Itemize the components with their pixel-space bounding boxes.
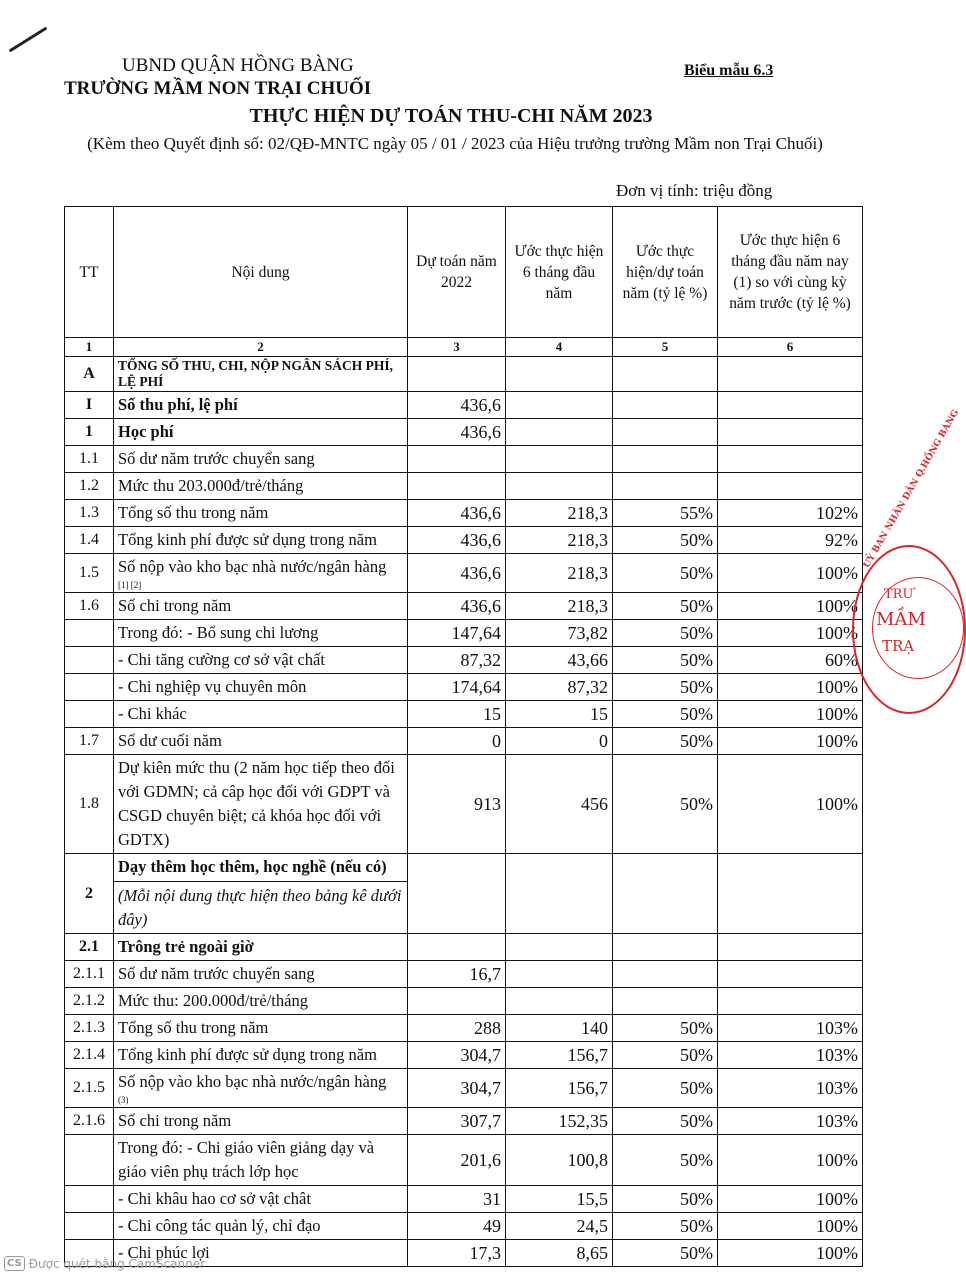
column-header-content: Nội dung	[114, 207, 408, 338]
row-content	[114, 934, 408, 961]
unit-label: Đơn vị tính: triệu đồng	[616, 181, 773, 200]
row-content	[114, 701, 408, 728]
cell-c4	[506, 392, 613, 419]
document-subtitle: (Kèm theo Quyết định số: 02/QĐ-MNTC ngày 05 / 01 / 2023 của Hiệu trưởng trường Mầm non Trại Chuối)	[87, 134, 823, 153]
table-row	[65, 527, 863, 554]
row-content-text: Trong đó: - Chi giáo viên giảng dạy và giáo viên phụ trách lớp học	[118, 1138, 375, 1181]
table-row	[65, 446, 863, 473]
cell-c3	[408, 446, 506, 473]
table-row	[65, 419, 863, 446]
cell-c3: 0	[408, 728, 506, 755]
table-row	[65, 854, 863, 934]
org-school-name: TRƯỜNG MẦM NON TRẠI CHUỐI	[64, 78, 372, 99]
row-index: 1.6	[65, 593, 114, 620]
column-number: 1	[65, 338, 114, 357]
row-index: 2.1.2	[65, 988, 114, 1015]
row-content-text: - Chi nghiệp vụ chuyên môn	[118, 677, 307, 696]
official-red-stamp	[852, 408, 966, 714]
cell-c5	[613, 446, 718, 473]
cell-c6	[718, 854, 863, 934]
document-title: THỰC HIỆN DỰ TOÁN THU-CHI NĂM 2023	[249, 105, 653, 127]
cell-c4: 15,5	[506, 1186, 613, 1213]
row-content	[114, 446, 408, 473]
row-index	[65, 674, 114, 701]
row-content-text: Tổng kinh phí được sử dụng trong năm	[118, 530, 377, 549]
cell-c5: 50%	[613, 527, 718, 554]
row-content	[114, 593, 408, 620]
cell-c5: 50%	[613, 1186, 718, 1213]
cell-c4: 140	[506, 1015, 613, 1042]
table-row	[65, 1135, 863, 1186]
row-content	[114, 755, 408, 854]
row-index: 2.1.4	[65, 1042, 114, 1069]
row-content-text: Số dư năm trước chuyển sang	[118, 449, 315, 468]
cell-c3	[408, 934, 506, 961]
row-content	[114, 1069, 408, 1108]
cell-c5: 50%	[613, 1213, 718, 1240]
row-index	[65, 647, 114, 674]
table-row	[65, 357, 863, 392]
row-index: A	[65, 357, 114, 392]
row-index	[65, 1186, 114, 1213]
row-content-text: TỔNG SỐ THU, CHI, NỘP NGÂN SÁCH PHÍ, LỆ PHÍ	[118, 358, 394, 389]
row-index: 2.1.3	[65, 1015, 114, 1042]
row-content	[114, 554, 408, 593]
row-content-text: Tổng kinh phí được sử dụng trong năm	[118, 1045, 377, 1064]
table-row	[65, 674, 863, 701]
table-row	[65, 961, 863, 988]
column-number: 5	[613, 338, 718, 357]
cell-c5: 50%	[613, 1108, 718, 1135]
row-content-text: Dạy thêm học thêm, học nghề (nếu có)	[118, 857, 387, 876]
cell-c5: 50%	[613, 1135, 718, 1186]
table-row	[65, 755, 863, 854]
row-content-text: - Chi khâu hao cơ sở vật chât	[118, 1189, 311, 1208]
table-row	[65, 647, 863, 674]
cell-c6	[718, 961, 863, 988]
column-number: 3	[408, 338, 506, 357]
cell-c4: 218,3	[506, 593, 613, 620]
row-content	[114, 961, 408, 988]
cell-c4: 43,66	[506, 647, 613, 674]
row-index: 2.1.6	[65, 1108, 114, 1135]
cell-c5	[613, 392, 718, 419]
cell-c4	[506, 934, 613, 961]
cell-c5: 50%	[613, 755, 718, 854]
cell-c4: 87,32	[506, 674, 613, 701]
budget-table	[64, 206, 863, 1267]
cell-c4	[506, 446, 613, 473]
scanner-watermark	[4, 1256, 205, 1271]
cell-c3: 17,3	[408, 1240, 506, 1267]
cell-c3: 304,7	[408, 1069, 506, 1108]
cell-c6	[718, 934, 863, 961]
cell-c6: 103%	[718, 1042, 863, 1069]
column-header-tt: TT	[65, 207, 114, 338]
row-content-note: (Mỗi nội dung thực hiện theo bảng kê dưới đây)	[114, 881, 407, 932]
row-index	[65, 1135, 114, 1186]
cell-c4: 152,35	[506, 1108, 613, 1135]
row-content	[114, 647, 408, 674]
row-footnote: [1] [2]	[118, 580, 142, 590]
row-content	[114, 728, 408, 755]
row-index: 1.1	[65, 446, 114, 473]
watermark-text: Được quét bằng CamScanner	[28, 1256, 206, 1271]
cell-c5	[613, 473, 718, 500]
row-index: 2.1.5	[65, 1069, 114, 1108]
cell-c4	[506, 961, 613, 988]
cell-c4: 218,3	[506, 527, 613, 554]
cell-c6: 102%	[718, 500, 863, 527]
row-content-text: - Chi khác	[118, 704, 187, 723]
table-row	[65, 1213, 863, 1240]
cell-c6: 100%	[718, 620, 863, 647]
cell-c4: 24,5	[506, 1213, 613, 1240]
row-index: 2.1.1	[65, 961, 114, 988]
table-row	[65, 934, 863, 961]
row-content	[114, 527, 408, 554]
cell-c3: 913	[408, 755, 506, 854]
row-index: 2.1	[65, 934, 114, 961]
column-header-budget-2022: Dự toán năm 2022	[408, 207, 506, 338]
cell-c6: 100%	[718, 755, 863, 854]
cell-c5: 50%	[613, 728, 718, 755]
row-content-text: Số chi trong năm	[118, 1111, 232, 1130]
cell-c6: 100%	[718, 1186, 863, 1213]
row-content-text: - Chi công tác quản lý, chỉ đạo	[118, 1216, 321, 1235]
cell-c5	[613, 854, 718, 934]
cell-c6: 100%	[718, 674, 863, 701]
cell-c5: 55%	[613, 500, 718, 527]
table-row	[65, 554, 863, 593]
row-content	[114, 357, 408, 392]
row-index	[65, 1213, 114, 1240]
cell-c4: 456	[506, 755, 613, 854]
cell-c3: 49	[408, 1213, 506, 1240]
table-row	[65, 1015, 863, 1042]
table-row	[65, 620, 863, 647]
cell-c3	[408, 988, 506, 1015]
row-content-text: Dự kiên mức thu (2 năm học tiếp theo đối với GDMN; cả câp học đối với GDPT và CSGD chuyên biệt; cả khóa học đối với GDTX)	[118, 758, 395, 849]
cell-c5: 50%	[613, 1015, 718, 1042]
cell-c3: 174,64	[408, 674, 506, 701]
camscanner-logo-icon: CS	[4, 1256, 25, 1271]
row-index: 2	[65, 854, 114, 934]
cell-c3: 16,7	[408, 961, 506, 988]
stamp-line: TRƯ	[884, 587, 914, 602]
table-row	[65, 1069, 863, 1108]
table-row	[65, 988, 863, 1015]
row-index	[65, 701, 114, 728]
row-content-text: - Chi tăng cường cơ sở vật chất	[118, 650, 325, 669]
cell-c6: 100%	[718, 593, 863, 620]
row-content-text: Số nộp vào kho bạc nhà nước/ngân hàng	[118, 1072, 387, 1091]
cell-c5	[613, 934, 718, 961]
table-row	[65, 593, 863, 620]
cell-c3: 436,6	[408, 527, 506, 554]
cell-c3: 436,6	[408, 392, 506, 419]
cell-c3	[408, 473, 506, 500]
cell-c4: 156,7	[506, 1069, 613, 1108]
row-content	[114, 1015, 408, 1042]
cell-c6	[718, 473, 863, 500]
column-number: 4	[506, 338, 613, 357]
cell-c6: 100%	[718, 1213, 863, 1240]
cell-c4: 73,82	[506, 620, 613, 647]
cell-c4	[506, 988, 613, 1015]
cell-c6	[718, 446, 863, 473]
cell-c6: 100%	[718, 1240, 863, 1267]
cell-c3	[408, 854, 506, 934]
column-number: 6	[718, 338, 863, 357]
row-content	[114, 473, 408, 500]
cell-c4	[506, 419, 613, 446]
cell-c6: 100%	[718, 728, 863, 755]
row-content	[114, 1042, 408, 1069]
cell-c4	[506, 473, 613, 500]
cell-c5: 50%	[613, 701, 718, 728]
cell-c6	[718, 988, 863, 1015]
cell-c6: 92%	[718, 527, 863, 554]
cell-c5: 50%	[613, 1042, 718, 1069]
table-row	[65, 728, 863, 755]
column-number-row	[65, 338, 863, 357]
cell-c6: 103%	[718, 1015, 863, 1042]
row-content-text: Số nộp vào kho bạc nhà nước/ngân hàng	[118, 557, 387, 576]
row-index: 1.7	[65, 728, 114, 755]
row-index: 1.4	[65, 527, 114, 554]
row-content	[114, 1108, 408, 1135]
row-content-text: Mức thu: 200.000đ/trẻ/tháng	[118, 991, 308, 1010]
cell-c5: 50%	[613, 1069, 718, 1108]
row-content	[114, 1186, 408, 1213]
row-content	[114, 1213, 408, 1240]
cell-c5: 50%	[613, 647, 718, 674]
cell-c3: 288	[408, 1015, 506, 1042]
cell-c3: 201,6	[408, 1135, 506, 1186]
cell-c5	[613, 419, 718, 446]
cell-c4	[506, 854, 613, 934]
row-content-text: Số thu phí, lệ phí	[118, 395, 238, 414]
row-content-text: Trong đó: - Bổ sung chi lương	[118, 623, 319, 642]
form-number: Biểu mẫu 6.3	[684, 62, 774, 79]
cell-c5	[613, 357, 718, 392]
row-index	[65, 620, 114, 647]
cell-c6	[718, 419, 863, 446]
row-content	[114, 1135, 408, 1186]
cell-c6	[718, 357, 863, 392]
cell-c4	[506, 357, 613, 392]
row-index: 1.3	[65, 500, 114, 527]
cell-c3: 31	[408, 1186, 506, 1213]
cell-c3: 436,6	[408, 419, 506, 446]
cell-c6: 100%	[718, 701, 863, 728]
cell-c3: 436,6	[408, 554, 506, 593]
row-content-text: Số dư cuối năm	[118, 731, 222, 750]
stamp-ring-text: UỶ BAN NHÂN DÂN Q.HỒNG BÀNG	[862, 408, 962, 570]
cell-c6: 103%	[718, 1108, 863, 1135]
column-number: 2	[114, 338, 408, 357]
row-content	[114, 392, 408, 419]
cell-c4: 218,3	[506, 554, 613, 593]
row-content-text: Tổng số thu trong năm	[118, 503, 269, 522]
cell-c4: 15	[506, 701, 613, 728]
cell-c5: 50%	[613, 1240, 718, 1267]
table-row	[65, 473, 863, 500]
table-row	[65, 500, 863, 527]
row-content-text: Tổng số thu trong năm	[118, 1018, 269, 1037]
cell-c3: 307,7	[408, 1108, 506, 1135]
cell-c5	[613, 961, 718, 988]
stamp-line: MẦM	[876, 609, 926, 630]
cell-c6: 103%	[718, 1069, 863, 1108]
row-content-text: - Chi phúc lợi	[118, 1243, 210, 1262]
row-index: 1.2	[65, 473, 114, 500]
cell-c3: 436,6	[408, 500, 506, 527]
table-row	[65, 1042, 863, 1069]
cell-c4: 0	[506, 728, 613, 755]
cell-c6: 60%	[718, 647, 863, 674]
cell-c5: 50%	[613, 674, 718, 701]
table-row	[65, 701, 863, 728]
row-index: I	[65, 392, 114, 419]
row-index: 1	[65, 419, 114, 446]
cell-c5	[613, 988, 718, 1015]
cell-c4: 100,8	[506, 1135, 613, 1186]
row-content-text: Số dư năm trước chuyển sang	[118, 964, 315, 983]
row-content-text: Số chi trong năm	[118, 596, 232, 615]
stamp-line: TRẠ	[882, 637, 915, 655]
cell-c3: 87,32	[408, 647, 506, 674]
row-content	[114, 620, 408, 647]
row-index: 1.8	[65, 755, 114, 854]
row-index: 1.5	[65, 554, 114, 593]
cell-c4: 156,7	[506, 1042, 613, 1069]
cell-c3	[408, 357, 506, 392]
cell-c3: 147,64	[408, 620, 506, 647]
row-content	[114, 988, 408, 1015]
pen-stroke-mark	[9, 27, 48, 53]
cell-c6	[718, 392, 863, 419]
table-row	[65, 1186, 863, 1213]
column-header-6-month-estimate: Ước thực hiện 6 tháng đầu năm	[506, 207, 613, 338]
column-header-year-over-year: Ước thực hiện 6 tháng đầu năm nay (1) so với cùng kỳ năm trước (tỷ lệ %)	[718, 207, 863, 338]
cell-c5: 50%	[613, 593, 718, 620]
row-content	[114, 674, 408, 701]
cell-c3: 15	[408, 701, 506, 728]
cell-c5: 50%	[613, 554, 718, 593]
cell-c4: 218,3	[506, 500, 613, 527]
row-content	[114, 854, 408, 934]
org-parent-name: UBND QUẬN HỒNG BÀNG	[122, 55, 354, 76]
cell-c6: 100%	[718, 554, 863, 593]
cell-c5: 50%	[613, 620, 718, 647]
cell-c4: 8,65	[506, 1240, 613, 1267]
cell-c3: 304,7	[408, 1042, 506, 1069]
row-content	[114, 419, 408, 446]
row-content-text: Học phí	[118, 422, 174, 441]
cell-c3: 436,6	[408, 593, 506, 620]
row-content-text: Mức thu 203.000đ/trẻ/tháng	[118, 476, 304, 495]
row-content	[114, 500, 408, 527]
cell-c6: 100%	[718, 1135, 863, 1186]
column-header-estimate-vs-budget: Ước thực hiện/dự toán năm (tỷ lệ %)	[613, 207, 718, 338]
row-footnote: (3)	[118, 1095, 129, 1105]
table-row	[65, 392, 863, 419]
table-row	[65, 1108, 863, 1135]
row-content-text: Trông trẻ ngoài giờ	[118, 937, 254, 956]
